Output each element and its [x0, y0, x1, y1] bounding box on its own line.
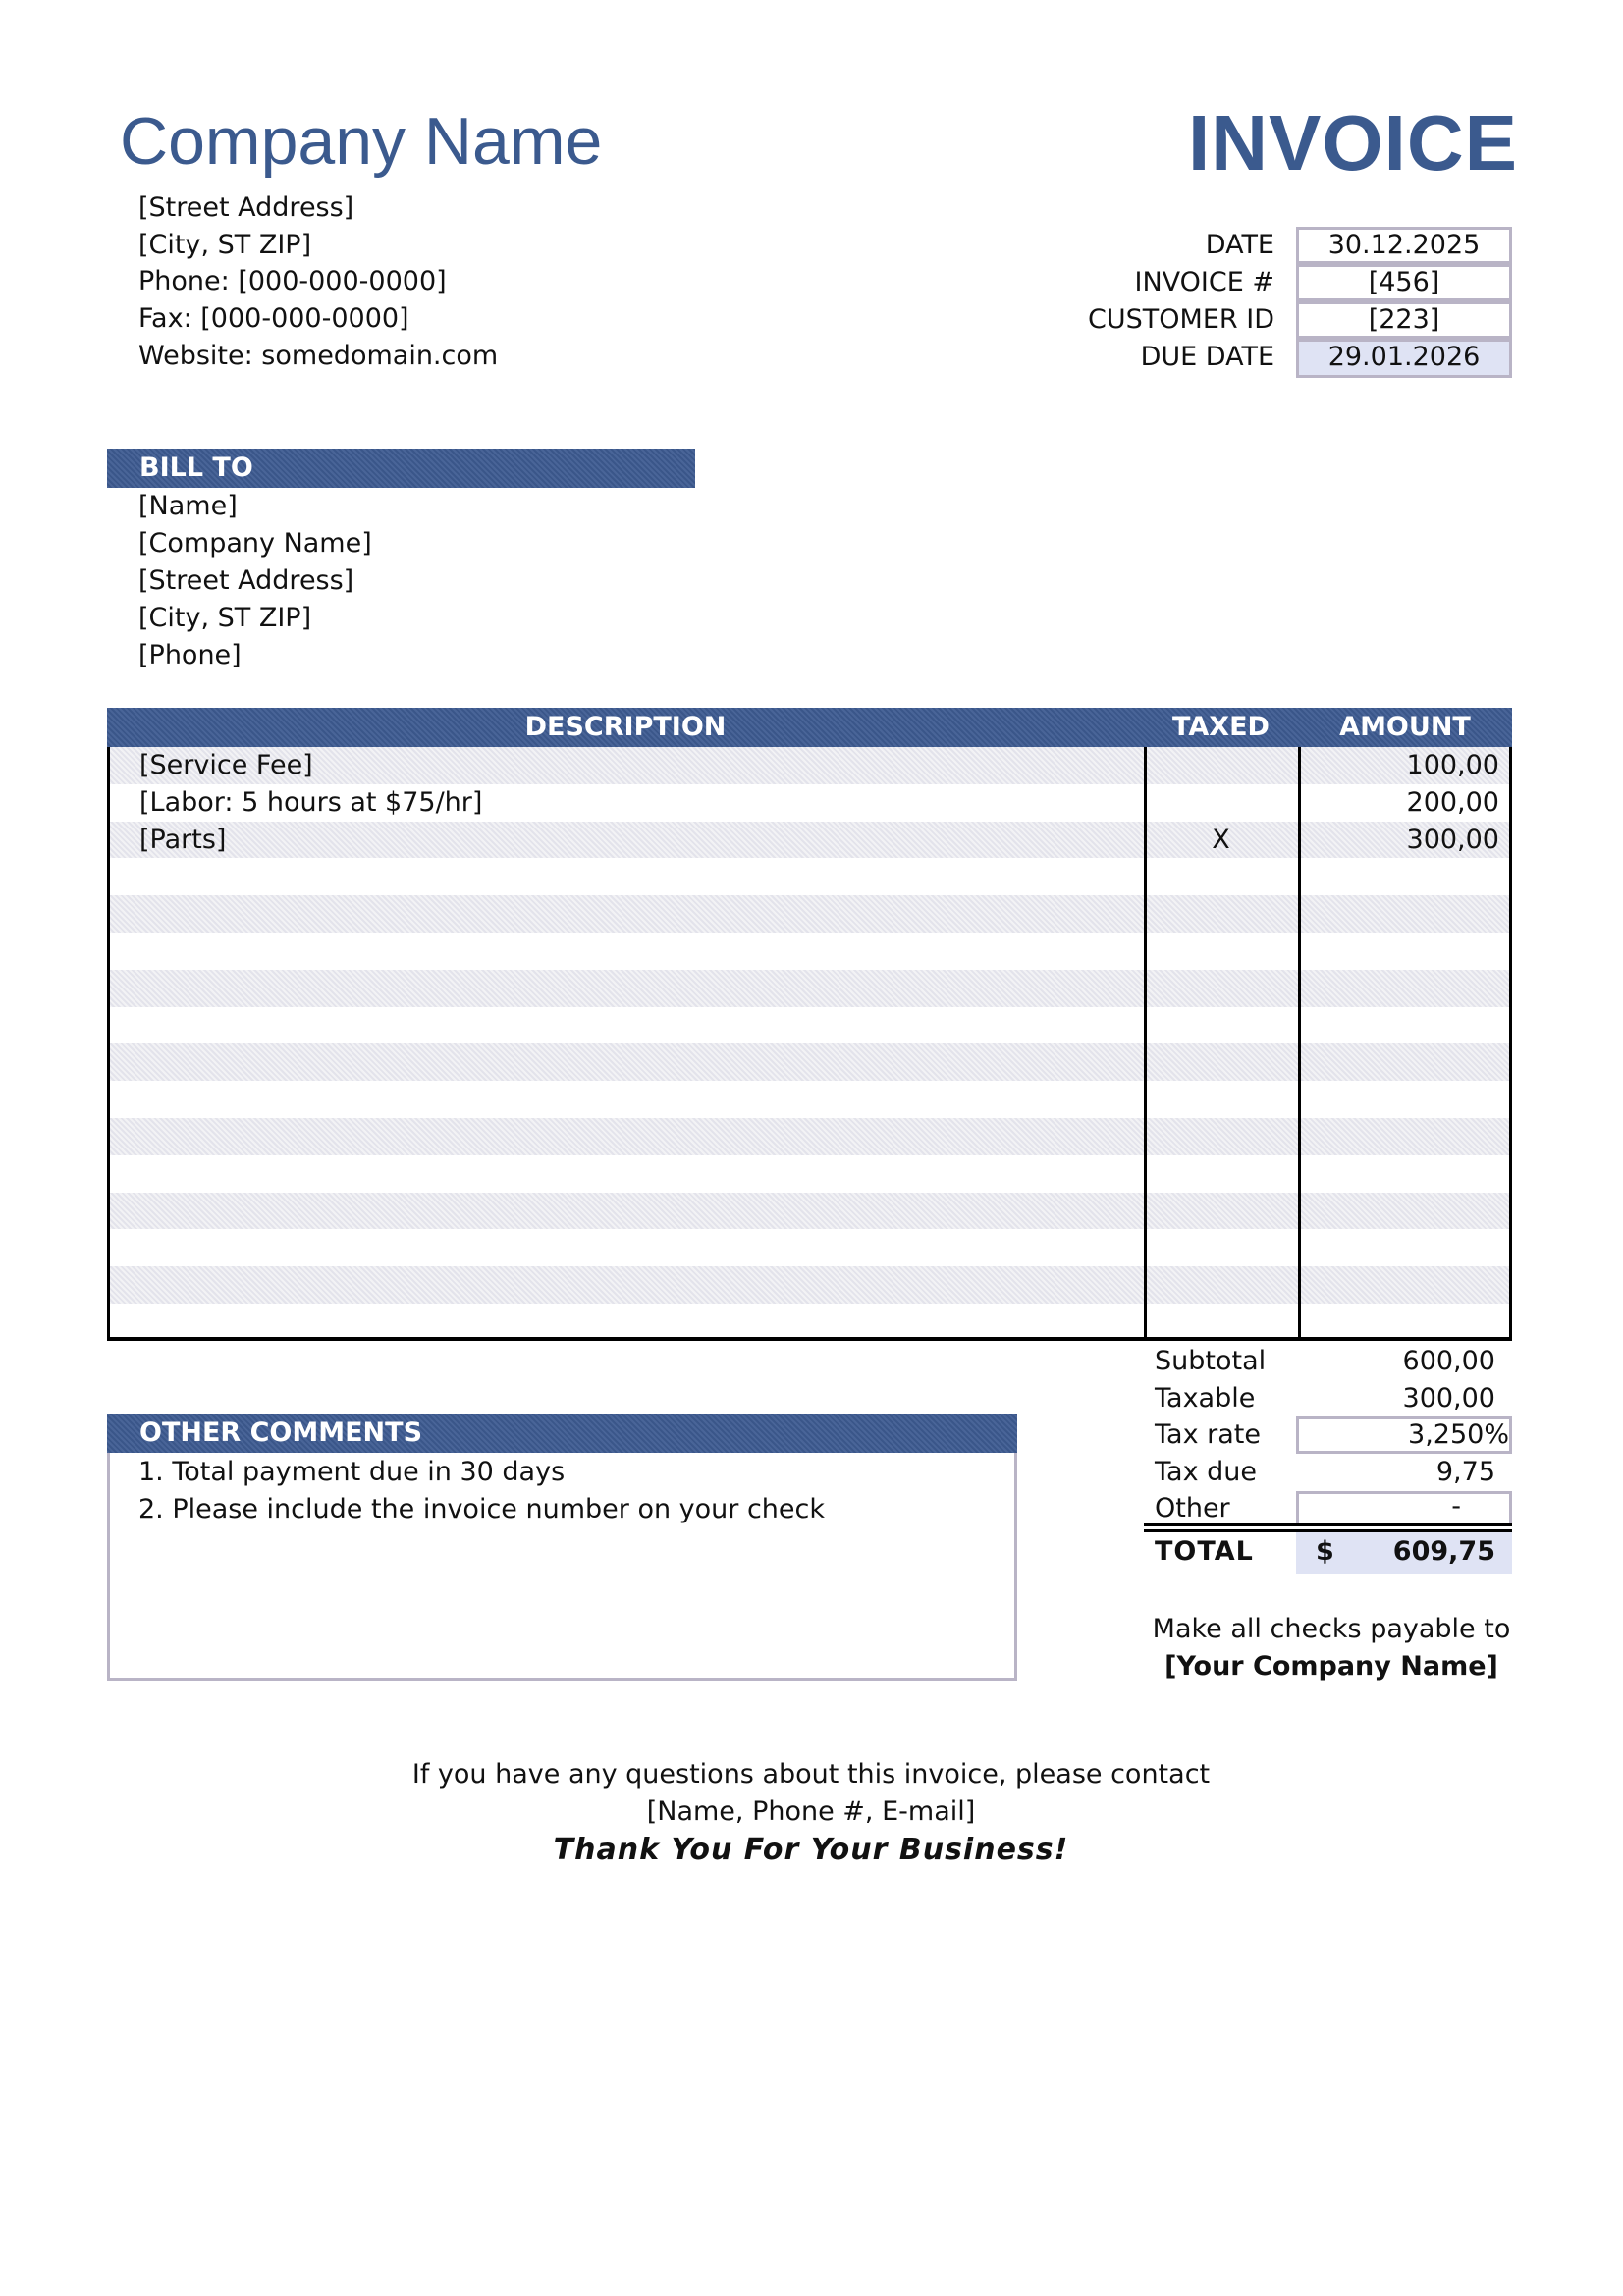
date-field[interactable]: 30.12.2025 [1296, 227, 1512, 264]
item-description[interactable]: [Parts] [139, 824, 227, 855]
bill-to-city: [City, ST ZIP] [138, 603, 312, 633]
company-name: Company Name [120, 104, 603, 179]
item-amount[interactable]: 200,00 [1406, 786, 1499, 818]
column-divider-amount [1298, 747, 1301, 1337]
currency-symbol: $ [1316, 1536, 1334, 1567]
item-description[interactable]: [Service Fee] [139, 750, 313, 780]
comment-line-2: 2. Please include the invoice number on your check [138, 1494, 826, 1524]
item-taxed[interactable]: X [1212, 824, 1230, 855]
total-divider-top [1144, 1523, 1512, 1526]
invoice-title: INVOICE [1188, 99, 1518, 187]
date-label: DATE [1205, 230, 1274, 260]
due-date-label: DUE DATE [1140, 342, 1274, 372]
item-amount[interactable]: 300,00 [1406, 824, 1499, 855]
items-table [107, 708, 1512, 1343]
bill-to-phone: [Phone] [138, 640, 242, 670]
other-value[interactable]: - [1451, 1491, 1461, 1522]
sender-street: [Street Address] [138, 192, 354, 223]
customer-id-label: CUSTOMER ID [1088, 304, 1274, 335]
payable-to-text: Make all checks payable to [1152, 1614, 1511, 1644]
footer-contact-text: If you have any questions about this invoice, please contact [411, 1759, 1211, 1789]
sender-phone: Phone: [000-000-0000] [138, 266, 447, 296]
due-date-field[interactable]: 29.01.2026 [1296, 339, 1512, 378]
thank-you-message: Thank You For Your Business! [553, 1833, 1069, 1867]
column-header-taxed: TAXED [1172, 712, 1270, 742]
column-divider-taxed [1144, 747, 1147, 1337]
sender-city: [City, ST ZIP] [138, 230, 312, 260]
bill-to-heading: BILL TO [107, 449, 695, 488]
total-label: TOTAL [1155, 1536, 1254, 1567]
items-table-body [107, 747, 1512, 1341]
sender-fax: Fax: [000-000-0000] [138, 303, 409, 334]
taxable-label: Taxable [1155, 1383, 1256, 1414]
tax-due-label: Tax due [1155, 1457, 1257, 1487]
bill-to-company: [Company Name] [138, 528, 372, 559]
comment-line-1: 1. Total payment due in 30 days [138, 1457, 566, 1487]
item-description[interactable]: [Labor: 5 hours at $75/hr] [139, 786, 483, 818]
items-table-header [107, 708, 1512, 747]
taxable-value: 300,00 [1402, 1383, 1495, 1414]
subtotal-label: Subtotal [1155, 1346, 1267, 1376]
invoice-number-label: INVOICE # [1134, 267, 1274, 297]
footer-contact-details: [Name, Phone #, E-mail] [646, 1796, 976, 1827]
item-amount[interactable]: 100,00 [1406, 750, 1499, 780]
comments-heading: OTHER COMMENTS [107, 1414, 1017, 1453]
payable-company-name: [Your Company Name] [1164, 1651, 1498, 1682]
bill-to-street: [Street Address] [138, 565, 354, 596]
other-field-box[interactable] [1296, 1491, 1512, 1526]
total-value: 609,75 [1392, 1536, 1495, 1567]
invoice-number-field[interactable]: [456] [1296, 264, 1512, 301]
tax-rate-value[interactable]: 3,250% [1408, 1419, 1509, 1450]
other-label: Other [1155, 1493, 1230, 1523]
tax-due-value: 9,75 [1435, 1457, 1495, 1487]
bill-to-name: [Name] [138, 491, 238, 521]
column-header-amount: AMOUNT [1339, 712, 1471, 742]
column-header-description: DESCRIPTION [524, 712, 727, 742]
sender-website: Website: somedomain.com [138, 341, 499, 371]
tax-rate-label: Tax rate [1155, 1419, 1261, 1450]
subtotal-value: 600,00 [1402, 1346, 1495, 1376]
customer-id-field[interactable]: [223] [1296, 301, 1512, 339]
